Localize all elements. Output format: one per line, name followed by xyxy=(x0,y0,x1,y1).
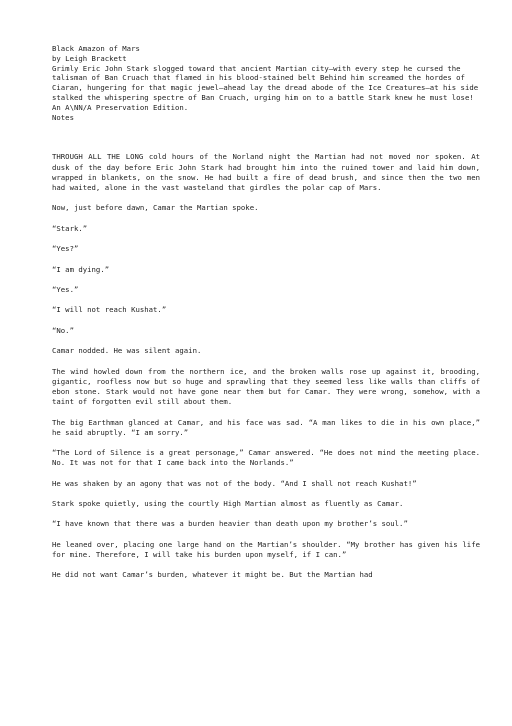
paragraph: The wind howled down from the northern ice, and the broken walls rose up against it, brooding, gigantic, roofless now but so huge and sprawling that they seemed less like walls than cliffs of ebon stone. Stark would not have gone near them but for Camar. They were wrong, somehow, with a taint of forgotten evil still about them. xyxy=(52,366,480,407)
story-body xyxy=(52,152,480,580)
front-matter xyxy=(52,44,480,122)
notes-link[interactable]: Notes xyxy=(52,112,74,122)
paragraph: “Yes?” xyxy=(52,244,79,254)
paragraph: “I will not reach Kushat.” xyxy=(52,305,167,315)
document-page xyxy=(52,44,480,591)
paragraph: He did not want Camar’s burden, whatever it might be. But the Martian had xyxy=(52,570,373,580)
paragraph: THROUGH ALL THE LONG cold hours of the Norland night the Martian had not moved nor spoken. At dusk of the day before Eric John Stark had brought him into the ruined tower and laid him down, wrapped in blankets, on the snow. He had built a fire of dead brush, and since then the two men had waited, alone in the vast wasteland that girdles the polar cap of Mars. xyxy=(52,152,480,192)
paragraph: “The Lord of Silence is a great personage,” Camar answered. “He does not mind the meeting place. No. It was not for that I came back into the Norlands.” xyxy=(52,448,480,468)
paragraph: He was shaken by an agony that was not of the body. “And I shall not reach Kushat!” xyxy=(52,478,417,488)
story-blurb: Grimly Eric John Stark slogged toward that ancient Martian city—with every step he cursed the talisman of Ban Cruach that flamed in his blood-stained belt Behind him screamed the hordes of Ciaran, hungering for that magic jewel—ahead lay the dread abode of the Ice Creatures—at his side stalked the whispering spectre of Ban Cruach, urging him on to a battle Stark knew he must lose! xyxy=(52,63,479,102)
edition-note: An A\NN/A Preservation Edition. xyxy=(52,102,189,112)
author-byline: by Leigh Brackett xyxy=(52,53,127,63)
book-title: Black Amazon of Mars xyxy=(52,44,140,53)
paragraph: The big Earthman glanced at Camar, and his face was sad. “A man likes to die in his own place,” he said abruptly. “I am sorry.” xyxy=(52,417,480,437)
paragraph: Stark spoke quietly, using the courtly High Martian almost as fluently as Camar. xyxy=(52,499,404,509)
paragraph: “I have known that there was a burden heavier than death upon my brother’s soul.” xyxy=(52,519,408,529)
paragraph: “Stark.” xyxy=(52,223,88,233)
paragraph: Now, just before dawn, Camar the Martian spoke. xyxy=(52,203,259,213)
paragraph: “Yes.” xyxy=(52,284,79,294)
paragraph: “I am dying.” xyxy=(52,264,110,274)
paragraph: Camar nodded. He was silent again. xyxy=(52,346,202,356)
paragraph: He leaned over, placing one large hand on the Martian’s shoulder. “My brother has given his life for mine. Therefore, I will take his burden upon myself, if I can.” xyxy=(52,539,480,560)
paragraph: “No.” xyxy=(52,325,74,335)
